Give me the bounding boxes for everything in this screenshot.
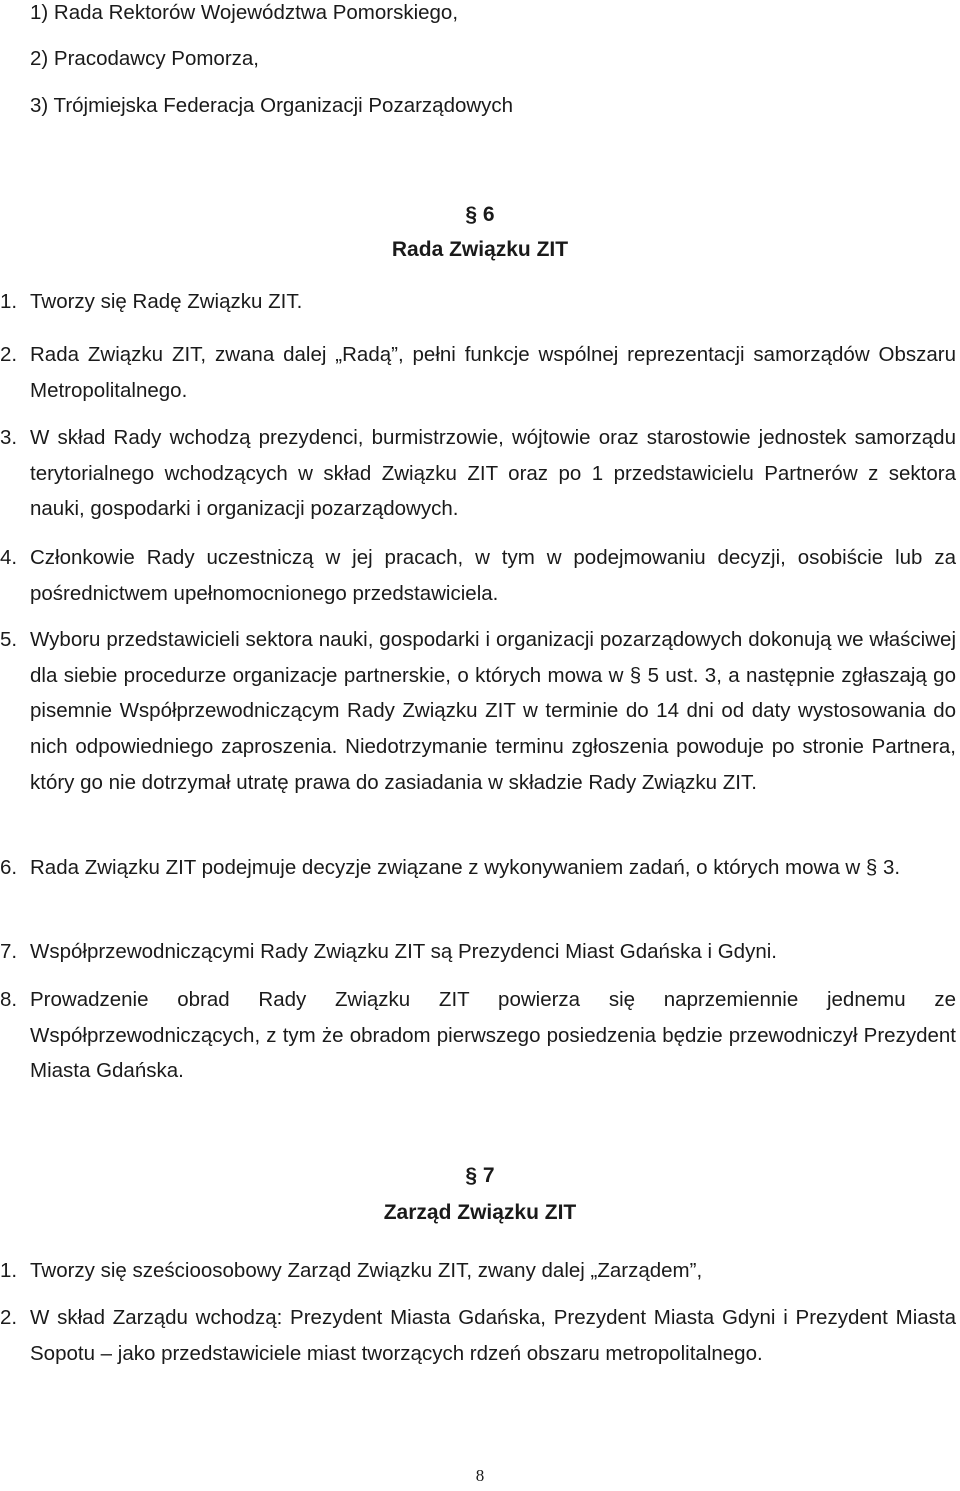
paragraph-text: Tworzy się Radę Związku ZIT. [30, 290, 303, 313]
paragraph-number: 2. [0, 343, 18, 366]
paragraph [0, 934, 956, 970]
paragraph-text: Rada Związku ZIT, zwana dalej „Radą”, pełni funkcje wspólnej reprezentacji samorządów Obszaru Metropolitalnego. [30, 343, 956, 402]
list-item: 1) Rada Rektorów Województwa Pomorskiego, [30, 1, 459, 24]
list-item: 2) Pracodawcy Pomorza, [30, 47, 260, 70]
paragraph-text: Prowadzenie obrad Rady Związku ZIT powierza się naprzemiennie jednemu ze Współprzewodniczących, z tym że obradom pierwszego posiedzenia będzie przewodniczył Prezydent Miasta Gdańska. [30, 988, 956, 1083]
paragraph-number: 2. [0, 1306, 18, 1329]
paragraph-text: Wyboru przedstawicieli sektora nauki, gospodarki i organizacji pozarządowych dokonują we właściwej dla siebie procedurze organizacje partnerskie, o których mowa w § 5 ust. 3, a następnie zgłaszają go pisemnie Współprzewodniczącym Rady Związku ZIT w terminie do 14 dni od daty wystosowania do nich odpowiedniego zaproszenia. Niedotrzymanie terminu zgłoszenia powoduje po stronie Partnera, który go nie dotrzymał utratę prawa do zasiadania w składzie Rady Związku ZIT. [30, 628, 956, 794]
section-title: Rada Związku ZIT [391, 238, 569, 261]
paragraph [0, 1300, 956, 1371]
paragraph-number: 4. [0, 546, 18, 569]
section-title: Zarząd Związku ZIT [383, 1201, 577, 1224]
paragraph-number: 5. [0, 628, 18, 651]
paragraph-number: 6. [0, 856, 18, 879]
paragraph-text: W skład Zarządu wchodzą: Prezydent Miasta Gdańska, Prezydent Miasta Gdyni i Prezydent Miasta Sopotu – jako przedstawiciele miast tworzących rdzeń obszaru metropolitalnego. [30, 1306, 956, 1365]
page-number: 8 [475, 1466, 485, 1485]
paragraph [0, 420, 956, 527]
paragraph-text: Współprzewodniczącymi Rady Związku ZIT są Prezydenci Miast Gdańska i Gdyni. [30, 940, 777, 963]
paragraph-number: 7. [0, 940, 18, 963]
list-item: 3) Trójmiejska Federacja Organizacji Pozarządowych [30, 94, 514, 117]
paragraph [0, 284, 956, 320]
paragraph-number: 8. [0, 988, 18, 1011]
paragraph-text: Rada Związku ZIT podejmuje decyzje związane z wykonywaniem zadań, o których mowa w § 3. [30, 856, 901, 879]
paragraph [0, 540, 956, 611]
paragraph [0, 337, 956, 408]
paragraph [0, 982, 956, 1089]
paragraph-number: 3. [0, 426, 18, 449]
paragraph-text: Tworzy się sześcioosobowy Zarząd Związku ZIT, zwany dalej „Zarządem”, [30, 1259, 703, 1282]
paragraph-text: Członkowie Rady uczestniczą w jej pracach, w tym w podejmowaniu decyzji, osobiście lub za pośrednictwem upełnomocnionego przedstawiciela. [30, 546, 956, 605]
section-number: § 6 [465, 203, 495, 226]
paragraph-number: 1. [0, 1259, 18, 1282]
section-number: § 7 [465, 1164, 495, 1187]
paragraph [0, 850, 956, 886]
paragraph-number: 1. [0, 290, 18, 313]
paragraph [0, 622, 956, 801]
paragraph [0, 1253, 956, 1289]
paragraph-text: W skład Rady wchodzą prezydenci, burmistrzowie, wójtowie oraz starostowie jednostek samorządu terytorialnego wchodzących w skład Związku ZIT oraz po 1 przedstawicielu Partnerów z sektora nauki, gospodarki i organizacji pozarządowych. [30, 426, 956, 521]
